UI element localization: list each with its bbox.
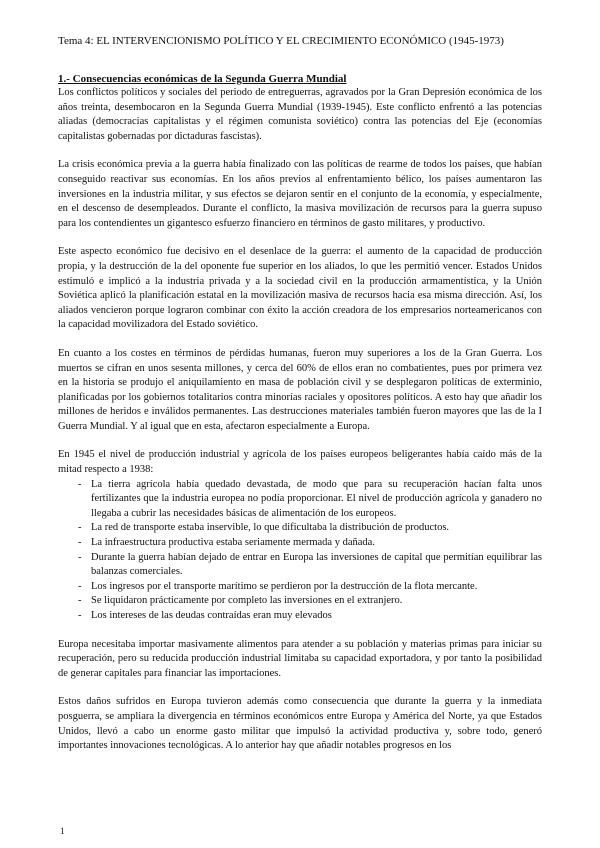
paragraph-2: La crisis económica previa a la guerra había finalizado con las políticas de rearme de todos los países, que habían conseguido reactivar sus economías. En los años previos al enfrentamiento bélico, los países aumentaron las inversiones en la industria militar, y sus efectos se dejaron sentir en el conjunto de la economía, y especialmente, en el descenso de desempleados. Durante el conflicto, la masiva movilización de recursos para la guerra supuso para los contendientes un gigantesco esfuerzo financiero en términos de gasto militares, y productivo. xyxy=(58,159,542,229)
list-item: - Se liquidaron prácticamente por completo las inversiones en el extranjero. xyxy=(58,594,542,609)
paragraph-6: Europa necesitaba importar masivamente alimentos para atender a su población y materias primas para iniciar su recuperación, pero su reducida producción industrial limitaba su capacidad exportadora, y por tanto la posibilidad de generar capitales para financiar las importaciones. xyxy=(58,638,542,679)
paragraph-3: Este aspecto económico fue decisivo en el desenlace de la guerra: el aumento de la capacidad de producción propia, y la destrucción de la del oponente fue superior en los aliados, lo que les permitió vencer. Estados Unidos estimuló e implicó a la industria privada y a la sociedad civil en la producción armamentística, y la Unión Soviética aplicó la planificación estatal en la movilización masiva de recursos hacia esa misma dirección. Así, los aliados vencieron porque lograron combinar con éxito la acción creadora de los empresarios norteamericanos con la capacidad movilizadora del Estado soviético. xyxy=(58,246,542,331)
list-item: - La red de transporte estaba inservible, lo que dificultaba la distribución de productos. xyxy=(58,521,542,536)
list-item: - Durante la guerra habían dejado de entrar en Europa las inversiones de capital que permitían equilibrar las balanzas comerciales. xyxy=(58,551,542,580)
consequences-list xyxy=(58,478,542,624)
paragraph-5: En 1945 el nivel de producción industrial y agrícola de los países europeos beligerantes había caído más de la mitad respecto a 1938: xyxy=(58,449,542,476)
list-item: - La tierra agrícola había quedado devastada, de modo que para su recuperación hacían falta unos fertilizantes que la industria europea no podía proporcionar. El nivel de producción agrícola y ganadero no llegaba a cubrir las necesidades básicas de alimentación de los europeos. xyxy=(58,478,542,522)
paragraph-7: Estos daños sufridos en Europa tuvieron además como consecuencia que durante la guerra y la inmediata posguerra, se ampliara la divergencia en términos económicos entre Europa y América del Norte, ya que Estados Unidos, llevó a cabo un enorme gasto militar que impulsó la actividad productiva y, sobre todo, generó importantes innovaciones tecnológicas. A lo anterior hay que añadir notables progresos en los xyxy=(58,696,542,752)
list-item: - Los ingresos por el transporte marítimo se perdieron por la destrucción de la flota mercante. xyxy=(58,580,542,595)
section-title: 1.- Consecuencias económicas de la Segunda Guerra Mundial xyxy=(58,73,347,85)
list-item: - La infraestructura productiva estaba seriamente mermada y dañada. xyxy=(58,536,542,551)
paragraph-1: Los conflictos políticos y sociales del periodo de entreguerras, agravados por la Gran Depresión económica de los años treinta, desembocaron en la Segunda Guerra Mundial (1939-1945). Este conflicto enfrentó a las potencias aliadas (democracias capitalistas y el régimen comunista soviético) contra las potencias del Eje (economías capitalistas gobernadas por dictaduras fascistas). xyxy=(58,87,542,142)
list-item: - Los intereses de las deudas contraídas eran muy elevados xyxy=(58,609,542,624)
paragraph-4: En cuanto a los costes en términos de pérdidas humanas, fueron muy superiores a los de la Gran Guerra. Los muertos se cifran en unos sesenta millones, y cerca del 60% de ellos eran no combatientes, pues por primera vez en la historia se produjo el aniquilamiento en masa de población civil y se desplegaron políticas de exterminio, planificadas por los gobiernos totalitarios contra minorías raciales y opositores políticos. A esto hay que añadir los millones de heridos e inválidos permanentes. Las destrucciones materiales también fueron mayores que las de la I Guerra Mundial. Y al igual que en esta, afectaron especialmente a Europa. xyxy=(58,347,542,432)
document-page xyxy=(58,34,542,768)
document-header: Tema 4: EL INTERVENCIONISMO POLÍTICO Y EL CRECIMIENTO ECONÓMICO (1945-1973) xyxy=(58,35,504,47)
page-number: 1 xyxy=(60,826,65,836)
